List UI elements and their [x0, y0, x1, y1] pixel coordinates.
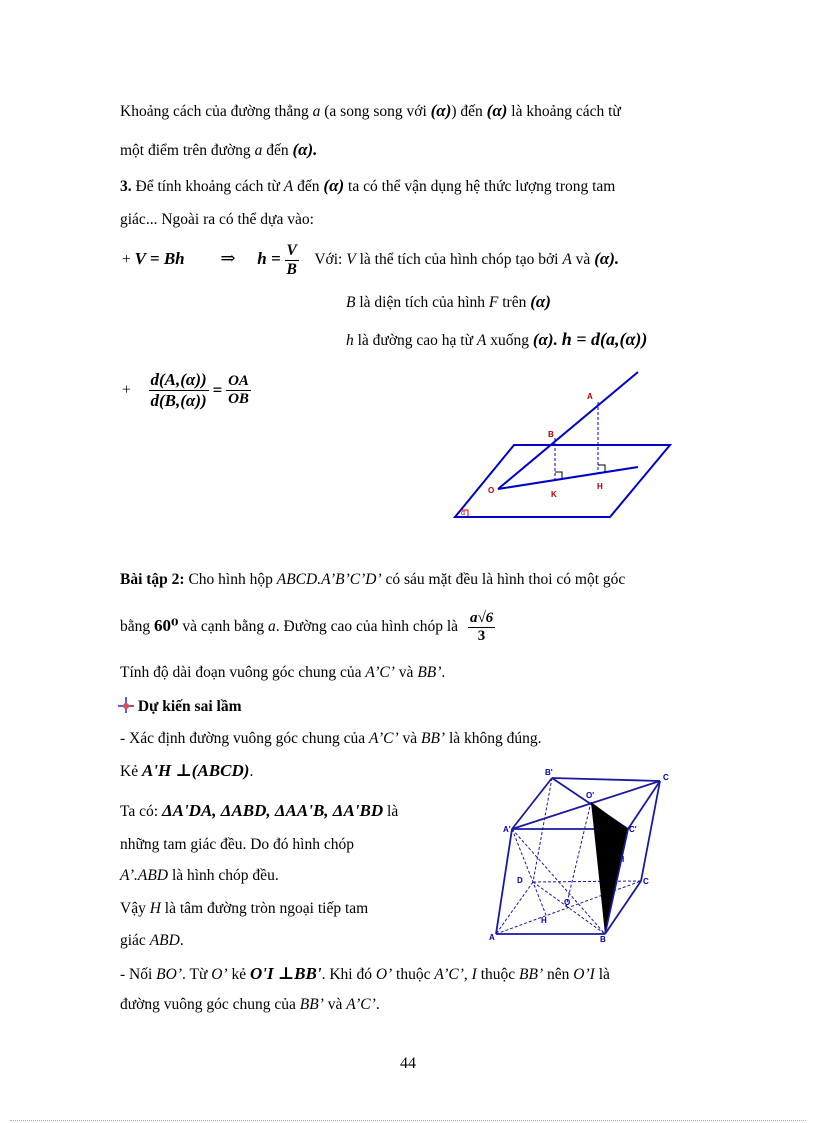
text: . Khi đó — [321, 966, 372, 983]
text: . Từ — [182, 966, 208, 983]
perpendicular-formula: O'I ⊥BB' — [249, 964, 322, 983]
text: Cho hình hộp — [188, 571, 273, 588]
pin-icon — [118, 697, 134, 713]
alpha-math: (α). — [532, 330, 558, 349]
volume-formula: V = Bh — [134, 249, 185, 269]
text: là tâm đường tròn ngoại tiếp tam — [164, 900, 369, 917]
var: a — [254, 142, 263, 159]
eq-line-3 — [120, 867, 279, 885]
text: là không đúng. — [448, 730, 542, 747]
label-H: H — [597, 482, 603, 491]
label-B: B — [600, 935, 606, 944]
noi-line-2 — [120, 996, 380, 1014]
var: h — [346, 332, 354, 349]
exercise-title: Bài tập 2: — [120, 571, 185, 588]
text: Ta có: — [120, 803, 159, 820]
text: đến — [297, 178, 320, 195]
figure-parallelepiped — [486, 765, 676, 945]
var: ABCD.A’B’C’D’ — [276, 571, 382, 588]
alpha-math: (α) — [430, 101, 452, 120]
var: BO’ — [156, 966, 182, 983]
para-distance-line-2 — [120, 140, 317, 160]
label-A: A — [587, 392, 593, 401]
item-number: 3. — [120, 178, 132, 195]
label-alpha: α — [461, 510, 466, 517]
var: A’C’ — [434, 966, 464, 983]
var: F — [488, 294, 499, 311]
numerator: V — [286, 242, 297, 259]
denominator: OB — [228, 391, 249, 407]
text: . — [179, 932, 184, 949]
var: A — [283, 178, 294, 195]
perpendicular-formula: A'H ⊥(ABCD) — [141, 761, 250, 780]
def-h — [346, 329, 647, 350]
label-A: A — [489, 933, 495, 942]
exercise-line-2 — [120, 610, 495, 645]
fraction-oa-ob — [226, 373, 251, 408]
page-bottom-rule — [10, 1120, 806, 1121]
h-distance-formula: h = d(a,(α)) — [561, 329, 648, 349]
text: là diện tích của hình — [359, 294, 486, 311]
para-distance-line-1 — [120, 101, 621, 121]
text: Tính độ dài đoạn vuông góc chung của — [120, 664, 362, 681]
numerator: OA — [228, 373, 249, 389]
mistake-heading — [118, 697, 241, 716]
fraction-distance-ratio — [149, 370, 209, 411]
page-number: 44 — [400, 1055, 416, 1072]
exercise-line-3 — [120, 664, 445, 682]
text: giác — [120, 932, 146, 949]
text: (a song song với — [324, 103, 427, 120]
text: xuống — [490, 332, 529, 349]
var: A — [476, 332, 487, 349]
label-O: O — [488, 486, 495, 495]
text: và — [398, 664, 414, 681]
text: trên — [502, 294, 527, 311]
var: BB’ — [417, 664, 442, 681]
text: là — [598, 966, 610, 983]
text: là khoảng cách từ — [511, 103, 621, 120]
implies-arrow: ⇒ — [220, 248, 236, 269]
text: giác... Ngoài ra có thể dựa vào: — [120, 211, 314, 228]
def-B — [346, 292, 551, 312]
figure-plane-distance — [440, 360, 680, 530]
text: đường vuông góc chung của — [120, 996, 296, 1013]
var: BB’ — [299, 996, 324, 1013]
var: V — [346, 251, 356, 269]
right-angle-k — [555, 472, 562, 478]
var: ABD — [149, 932, 180, 949]
eq-line-2 — [120, 836, 354, 854]
text: Kẻ — [120, 763, 139, 780]
text: một điểm trên đường — [120, 142, 251, 159]
text: ta có thể vận dụng hệ thức lượng trong tam — [348, 178, 616, 195]
text: Khoảng cách của đường thẳng — [120, 103, 309, 120]
alpha-math: (α). — [292, 140, 318, 159]
text: và cạnh bằng — [182, 618, 265, 636]
heading-text: Dự kiến sai lầm — [137, 698, 242, 715]
text: những tam giác đều. Do đó hình chóp — [120, 836, 354, 853]
var: O’ — [375, 966, 393, 983]
text: Vậy — [120, 900, 146, 917]
ke-line — [120, 761, 253, 781]
var: BB’ — [519, 966, 544, 983]
alpha-math: (α). — [594, 249, 620, 269]
label-K: K — [551, 490, 557, 499]
var: A — [562, 251, 572, 269]
text: thuộc — [480, 966, 516, 983]
var: H — [149, 900, 161, 917]
alpha-math: (α) — [530, 292, 551, 311]
label-Ap: A' — [503, 825, 511, 834]
label-Op: O' — [586, 791, 595, 800]
text: Với: — [314, 251, 343, 269]
text: ) đến — [451, 103, 483, 120]
text: . — [249, 763, 254, 780]
label-B: B — [548, 430, 554, 439]
text: và — [575, 251, 591, 269]
denominator: d(B,(α)) — [150, 391, 207, 410]
alpha-math: (α) — [486, 101, 508, 120]
plane-alpha — [455, 445, 670, 517]
angle-value: 60⁰ — [154, 616, 179, 636]
fraction-v-over-b — [285, 242, 299, 279]
text: và — [327, 996, 343, 1013]
var: O’I — [573, 966, 595, 983]
plus-sign: + — [122, 251, 131, 269]
text: là thể tích của hình chóp tạo bởi — [359, 251, 559, 269]
label-O: O — [564, 898, 571, 907]
var: a — [268, 618, 276, 636]
text: là hình chóp đều. — [171, 867, 279, 884]
label-Cp: C' — [629, 825, 637, 834]
text: bằng — [120, 618, 151, 636]
line-through-a — [498, 372, 638, 489]
text: Để tính khoảng cách từ — [135, 178, 280, 195]
denominator: B — [286, 261, 297, 278]
text: , — [463, 966, 468, 983]
text: có sáu mặt đều là hình thoi có một góc — [385, 571, 626, 588]
label-C: C — [643, 877, 649, 886]
para-method-line-2 — [120, 211, 314, 229]
triangles-formula: ΔA'DA, ΔABD, ΔAA'B, ΔA'BD — [161, 801, 384, 820]
var: B — [346, 294, 356, 311]
equals-sign: = — [212, 380, 223, 400]
h-equals: h = — [257, 249, 281, 269]
text: - Xác định đường vuông góc chung của — [120, 730, 366, 747]
text: . — [441, 664, 446, 681]
var: A’C’ — [346, 996, 376, 1013]
text: đến — [266, 142, 289, 159]
eq-line-5 — [120, 932, 184, 950]
label-I: I — [622, 855, 625, 864]
plus-sign: + — [122, 381, 131, 399]
formula-volume — [122, 242, 619, 279]
var: A’.ABD — [120, 867, 169, 884]
var: a — [312, 103, 321, 120]
label-D: D — [517, 876, 523, 885]
para-method-line-1 — [120, 176, 615, 196]
var: A’C’ — [369, 730, 399, 747]
var: I — [471, 966, 477, 983]
text: nên — [547, 966, 570, 983]
formula-ratio — [122, 370, 251, 411]
noi-line-1 — [120, 964, 610, 984]
mistake-line-1 — [120, 730, 542, 748]
right-angle-h — [598, 465, 605, 472]
var: A’C’ — [365, 664, 395, 681]
taco-line — [120, 801, 398, 821]
text: thuộc — [396, 966, 431, 983]
text: kẻ — [231, 966, 247, 983]
numerator: d(A,(α)) — [150, 370, 207, 389]
denominator: 3 — [477, 628, 486, 644]
numerator: a√6 — [469, 610, 494, 626]
text: là — [387, 803, 399, 820]
alpha-math: (α) — [323, 176, 345, 195]
text: là đường cao hạ từ — [357, 332, 474, 349]
eq-line-4 — [120, 900, 368, 918]
text: . Đường cao của hình chóp là — [275, 618, 459, 636]
label-C-top: C — [663, 773, 669, 782]
var: BB’ — [421, 730, 446, 747]
text: - Nối — [120, 966, 153, 983]
text: và — [402, 730, 418, 747]
text: . — [375, 996, 380, 1013]
fraction-height — [468, 610, 495, 645]
label-H: H — [541, 916, 547, 925]
var: O’ — [211, 966, 228, 983]
exercise-line-1 — [120, 571, 625, 589]
label-Bp: B' — [545, 768, 553, 777]
